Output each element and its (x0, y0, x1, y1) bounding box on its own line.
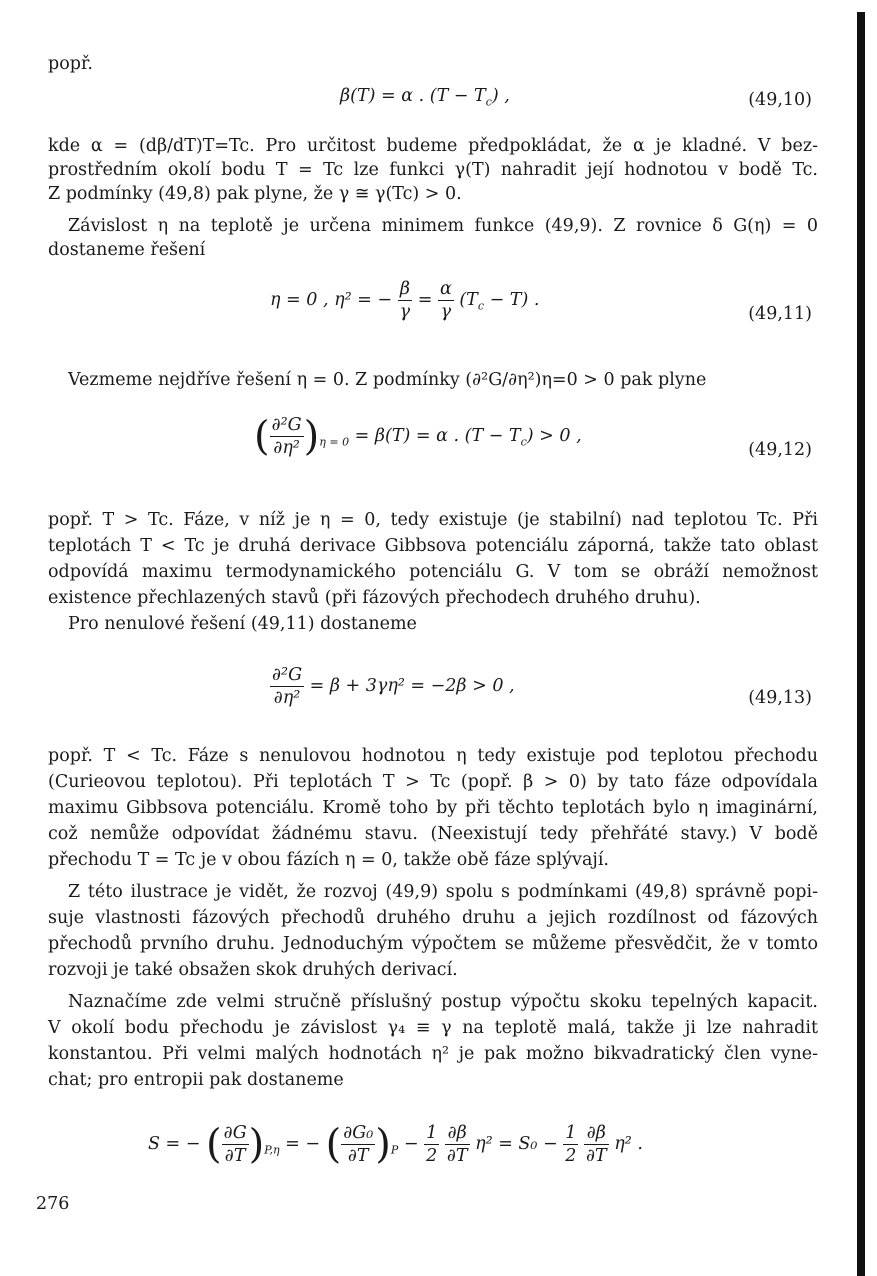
text-line: existence přechlazených stavů (při fázových přechodech druhého druhu). (48, 588, 701, 608)
equation-49-13: $\frac{\text{∂²G}}{\text{∂η²}}$ = β + 3γη² = −2β > 0 , (272, 665, 515, 708)
text-line: prostředním okolí bodu T = Tc lze funkci γ(T) nahradit její hodnotou v bodě Tc. (48, 160, 818, 180)
text-line: Z podmínky (49,8) pak plyne, že γ ≅ γ(Tc) > 0. (48, 184, 462, 204)
text-line: teplotách T < Tc je druhá derivace Gibbsova potenciálu záporná, takže tato oblast (48, 536, 818, 556)
equation-49-11: η = 0 , η² = − $\frac{\beta}{\gamma}$ = $\frac{\alpha}{\gamma}$ $(T_c - T)$ . (270, 279, 540, 322)
text-line: Závislost η na teplotě je určena minimem funkce (49,9). Z rovnice δ G(η) = 0 (68, 216, 818, 236)
text-line: odpovídá maximu termodynamického potenciálu G. V tom se obráží nemožnost (48, 562, 818, 582)
equation-number: (49,11) (748, 304, 812, 324)
equation-number: (49,10) (748, 90, 812, 110)
text-line: konstantou. Při velmi malých hodnotách η² je pak možno bikvadratický člen vyne- (48, 1044, 818, 1064)
text-line: popř. T > Tc. Fáze, v níž je η = 0, tedy existuje (je stabilní) nad teplotou Tc. Při (48, 510, 818, 530)
text-line: V okolí bodu přechodu je závislost γ₄ ≡ γ na teplotě malá, takže ji lze nahradit (48, 1018, 818, 1038)
text-line: maximu Gibbsova potenciálu. Kromě toho by při těchto teplotách bylo η imaginární, (48, 798, 818, 818)
text-line: přechodů prvního druhu. Jednoduchým výpočtem se můžeme přesvědčit, že v tomto (48, 934, 818, 954)
text-line: dostaneme řešení (48, 240, 206, 260)
equation-entropy: S = − ( $\frac{\partial G}{\partial T}$ )$_{P,\eta}$ = − ( $\frac{\text{∂G₀}}{\partial T}$ )$_P$ − $\frac{1}{2}$ $\frac{\partial\beta}{\partial T}$ η² = S₀ − $\frac{1}{2}$ $\frac{\partial\beta}{\partial T}$ η² . (148, 1121, 643, 1168)
page-number: 276 (36, 1194, 70, 1214)
scan-edge-bar (857, 12, 865, 1276)
text-line: Naznačíme zde velmi stručně příslušný postup výpočtu skoku tepelných kapacit. (68, 992, 818, 1012)
text-line: Pro nenulové řešení (49,11) dostaneme (68, 614, 417, 634)
text-line: popř. (48, 54, 93, 74)
text-line: Vezmeme nejdříve řešení η = 0. Z podmínky (∂²G/∂η²)η=0 > 0 pak plyne (68, 370, 707, 390)
equation-49-12: ( $\frac{\text{∂²G}}{\text{∂η²}}$ )$_{\eta = 0} = \beta(T) = \alpha$ . $(T - T_c) > 0$ , (254, 413, 582, 460)
equation-number: (49,12) (748, 440, 812, 460)
text-line: kde α = (dβ/dT)T=Tc. Pro určitost budeme předpokládat, že α je kladné. V bez- (48, 136, 818, 156)
text-line: (Curieovou teplotou). Při teplotách T > Tc (popř. β > 0) by tato fáze odpovídala (48, 772, 818, 792)
equation-49-10: β(T) = α . $(T - T_c)$ , (340, 86, 510, 109)
text-line: rozvoji je také obsažen skok druhých derivací. (48, 960, 458, 980)
text-line: Z této ilustrace je vidět, že rozvoj (49,9) spolu s podmínkami (49,8) správně popi- (68, 882, 818, 902)
equation-number: (49,13) (748, 688, 812, 708)
text-line: suje vlastnosti fázových přechodů druhého druhu a jejich rozdílnost od fázových (48, 908, 818, 928)
text-line: chat; pro entropii pak dostaneme (48, 1070, 344, 1090)
text-line: přechodu T = Tc je v obou fázích η = 0, takže obě fáze splývají. (48, 850, 609, 870)
text-line: popř. T < Tc. Fáze s nenulovou hodnotou η tedy existuje pod teplotou přechodu (48, 746, 818, 766)
text-line: což nemůže odpovídat žádnému stavu. (Neexistují tedy přehřáté stavy.) V bodě (48, 824, 818, 844)
